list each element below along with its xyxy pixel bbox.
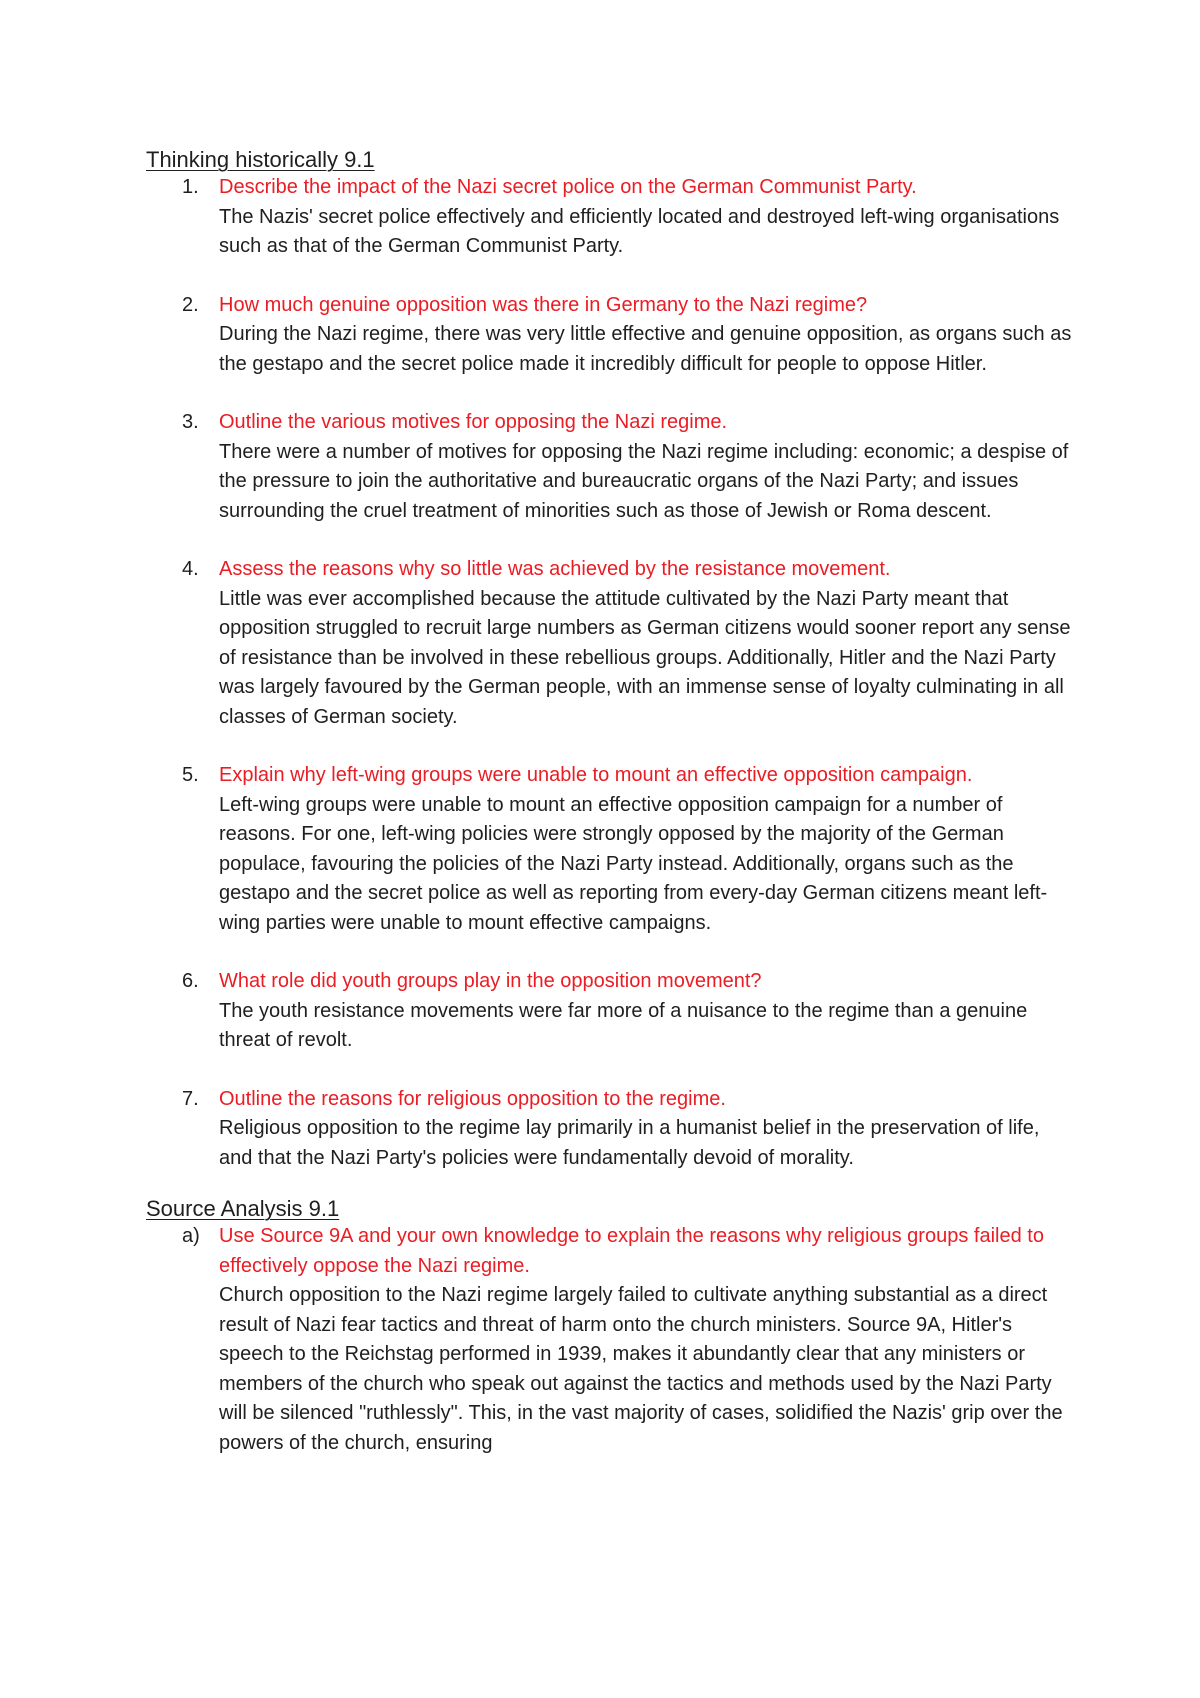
source-question-list — [146, 1222, 1076, 1458]
section-heading-thinking-historically: Thinking historically 9.1 — [146, 147, 375, 172]
thinking-question-list — [146, 173, 1076, 1173]
question-item-3 — [146, 408, 1076, 555]
question-number: 7. — [182, 1087, 199, 1110]
spacer — [219, 379, 1076, 408]
section-heading-source-analysis: Source Analysis 9.1 — [146, 1196, 340, 1221]
question-number: 3. — [182, 411, 199, 433]
answer-text: During the Nazi regime, there was very little effective and genuine opposition, as organs such as the gestapo and the secret police made it incredibly difficult for people to oppose Hitler. — [219, 323, 1072, 375]
question-text: Explain why left-wing groups were unable to mount an effective opposition campaign. — [219, 764, 973, 786]
question-item-5 — [146, 761, 1076, 967]
question-item-1 — [146, 173, 1076, 291]
document-body — [146, 146, 1076, 1458]
question-number: 2. — [182, 293, 199, 316]
question-item-7 — [146, 1085, 1076, 1174]
answer-text: The Nazis' secret police effectively and efficiently located and destroyed left-wing organisations such as that of the German Communist Party. — [219, 205, 1060, 257]
spacer — [219, 938, 1076, 967]
question-number: 1. — [182, 176, 199, 198]
question-text: How much genuine opposition was there in Germany to the Nazi regime? — [219, 293, 868, 316]
question-text: Outline the reasons for religious opposition to the regime. — [219, 1087, 726, 1110]
answer-text: There were a number of motives for opposing the Nazi regime including: economic; a despise of the pressure to join the authoritative and bureaucratic organs of the Nazi Party; and issues surrounding the cruel treatment of minorities such as those of Jewish or Roma descent. — [219, 440, 1069, 522]
question-text: Assess the reasons why so little was achieved by the resistance movement. — [219, 558, 891, 580]
question-text: Outline the various motives for opposing the Nazi regime. — [219, 411, 728, 433]
question-number: 6. — [182, 970, 199, 992]
question-text: What role did youth groups play in the opposition movement? — [219, 970, 762, 992]
question-number: a) — [182, 1225, 200, 1247]
question-text: Use Source 9A and your own knowledge to explain the reasons why religious groups failed to effectively oppose the Nazi regime. — [219, 1225, 1044, 1277]
source-analysis-section — [146, 1195, 1076, 1458]
spacer — [219, 262, 1076, 291]
answer-text: The youth resistance movements were far more of a nuisance to the regime than a genuine threat of revolt. — [219, 999, 1028, 1051]
answer-text: Religious opposition to the regime lay primarily in a humanist belief in the preservation of life, and that the Nazi Party's policies were fundamentally devoid of morality. — [219, 1117, 1040, 1169]
answer-text: Little was ever accomplished because the attitude cultivated by the Nazi Party meant that opposition struggled to recruit large numbers as German citizens would sooner report any sense of resistance than be involved in these rebellious groups. Additionally, Hitler and the Nazi Party was largely favoured by the German people, with an immense sense of loyalty culminating in all classes of German society. — [219, 587, 1071, 728]
question-number: 5. — [182, 764, 199, 786]
spacer — [219, 526, 1076, 555]
thinking-historically-section — [146, 146, 1076, 1173]
question-text: Describe the impact of the Nazi secret police on the German Communist Party. — [219, 176, 917, 198]
spacer — [219, 1056, 1076, 1085]
question-item-6 — [146, 967, 1076, 1085]
spacer — [219, 732, 1076, 761]
answer-text: Church opposition to the Nazi regime largely failed to cultivate anything substantial as a direct result of Nazi fear tactics and threat of harm onto the church ministers. Source 9A, Hitler's speech to the Reichstag performed in 1939, makes it abundantly clear that any ministers or members of the church who speak out against the tactics and methods used by the Nazi Party will be silenced "ruthlessly". This, in the vast majority of cases, solidified the Nazis' grip over the powers of the church, ensuring — [219, 1284, 1063, 1454]
question-item-2 — [146, 291, 1076, 409]
question-item-4 — [146, 555, 1076, 761]
question-number: 4. — [182, 558, 199, 580]
answer-text: Left-wing groups were unable to mount an effective opposition campaign for a number of reasons. For one, left-wing policies were strongly opposed by the majority of the German populace, favouring the policies of the Nazi Party instead. Additionally, organs such as the gestapo and the secret police as well as reporting from every-day German citizens meant left-wing parties were unable to mount effective campaigns. — [219, 793, 1048, 934]
question-item-a — [146, 1222, 1076, 1458]
